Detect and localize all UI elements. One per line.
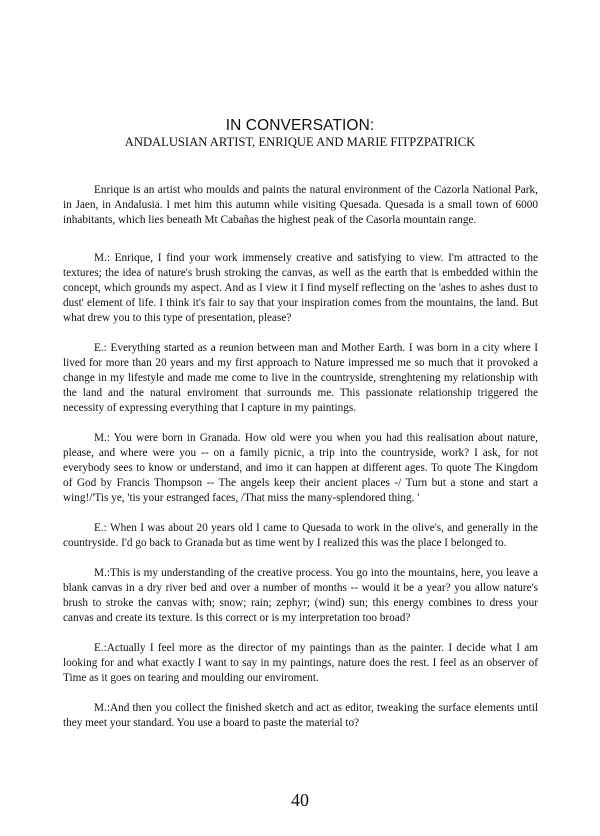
article-body (63, 183, 538, 731)
paragraph-answer: E.: Everything started as a reunion between man and Mother Earth. I was born in a city where I lived for more than 20 years and my first approach to Nature impressed me so much that it provoked a change in my lifestyle and made me come to live in the countryside, strenghtening my relationship with the land and the natural enviroment that surrounds me. This passionate relationship triggered the necessity of expressing everything that I capture in my paintings. (63, 342, 538, 414)
paragraph-question: M.:And then you collect the finished sketch and act as editor, tweaking the surface elements until they meet your standard. You use a board to paste the material to? (63, 702, 538, 729)
paragraph-question: M.:This is my understanding of the creative process. You go into the mountains, here, you leave a blank canvas in a dry river bed and over a number of months -- would it be a year? you allow nature's brush to stroke the canvas with; snow; rain; zephyr; (wind) sun; this energy combines to dress your canvas and create its texture. Is this correct or is my interpretation too broad? (63, 567, 538, 624)
paragraph-answer: E.: When I was about 20 years old I came to Quesada to work in the olive's, and generally in the countryside. I'd go back to Granada but as time went by I realized this was the place I belonged to. (63, 522, 538, 549)
paragraph-answer: E.:Actually I feel more as the director of my paintings than as the painter. I decide what I am looking for and what exactly I want to say in my paintings, nature does the rest. I feel as an observer of Time as it goes on tearing and moulding our enviroment. (63, 642, 538, 684)
page-subtitle: ANDALUSIAN ARTIST, ENRIQUE AND MARIE FITPZPATRICK (124, 135, 476, 149)
paragraph-question: M.: You were born in Granada. How old were you when you had this realisation about nature, please, and where were you -- on a family picnic, a trip into the countryside, work? I ask, for not everybody sees to know or understand, and imo it can happen at different ages. To quote The Kingdom of God by Francis Thompson -- The angels keep their ancient places -/ Turn but a stone and start a wing!/'Tis ye, 'tis your estranged faces, /That miss the many-splendored thing. ' (63, 432, 538, 504)
page-number: 40 (291, 790, 309, 810)
page-title: IN CONVERSATION: (225, 117, 375, 134)
paragraph-question: M.: Enrique, I find your work immensely creative and satisfying to view. I'm attracted to the textures; the idea of nature's brush stroking the canvas, as well as the earth that is embedded within the concept, which grounds my aspect. And as I view it I find myself reflecting on the 'ashes to ashes dust to dust' element of life. I think it's fair to say that your inspiration comes from the mountains, the land. But what drew you to this type of presentation, please? (63, 252, 538, 324)
paragraph-intro: Enrique is an artist who moulds and paints the natural environment of the Cazorla National Park, in Jaen, in Andalusia. I met him this autumn while visiting Quesada. Quesada is a small town of 6000 inhabitants, which lies beneath Mt Cabañas the highest peak of the Casorla mountain range. (63, 184, 538, 226)
